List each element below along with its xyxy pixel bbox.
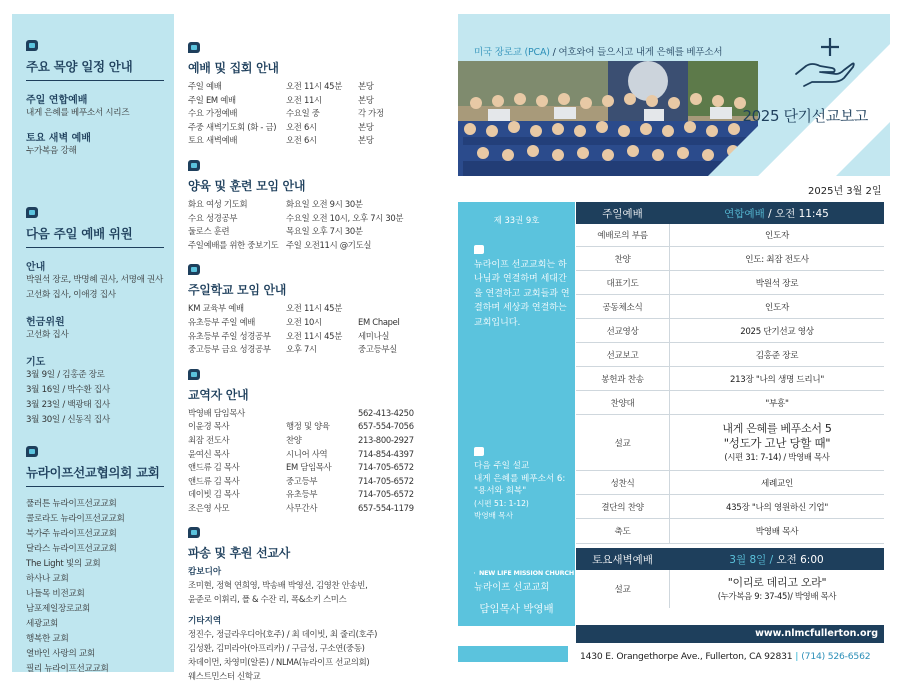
worship-section: [188, 42, 450, 148]
church-item: 북가주 뉴라이프선교교회: [26, 529, 117, 539]
schedule-title: 주요 목양 일정 안내: [26, 57, 164, 81]
order-row: 찬양대 "부흥": [576, 391, 884, 415]
school-row: 유초등부 주일 예배 오전 10시 EM Chapel: [188, 316, 400, 327]
next-sermon-ref: (시편 51: 1-12): [474, 498, 529, 508]
guide-heading: 안내: [26, 262, 46, 273]
school-row: KM 교육부 예배 오전 11시 45분: [188, 303, 342, 314]
worship-row: 토요 새벽예배 오전 6시 본당: [188, 135, 374, 146]
schedule-heading-1: 주일 연합예배: [26, 95, 88, 106]
phone-number: (714) 526-6562: [801, 651, 871, 662]
logo-english: NEW LIFE MISSION CHURCH: [478, 569, 574, 577]
other-line: 정진수, 정글라우디아(호주) / 최 데이빗, 최 줄리(호주): [188, 629, 378, 640]
section-icon: [474, 447, 484, 456]
church-logo-icon: [474, 568, 475, 578]
saturday-time: 3월 8일 / 오전 6:00: [729, 553, 824, 566]
order-row: 예배로의 부름 인도자: [576, 224, 884, 247]
missions-section: [188, 527, 450, 683]
training-row: 화요 여성 기도회 화요일 오전 9시 30분: [188, 198, 363, 209]
address-text: 1430 E. Orangethorpe Ave., Fullerton, CA 92831: [580, 651, 793, 662]
dawn-sermon-row: 설교 "이리로 데리고 오라" (누가복음 9: 37-45)/ 박영배 목사: [576, 570, 884, 608]
order-row: 봉헌과 찬송 213장 "나의 생명 드리니": [576, 367, 884, 391]
worship-row: 주중 새벽기도회 (화 - 금) 오전 6시 본당: [188, 121, 374, 132]
order-row: 결단의 찬양 435장 "나의 영원하신 기업": [576, 495, 884, 519]
schedule-heading-2: 토요 새벽 예배: [26, 133, 91, 144]
church-item: 행복한 교회: [26, 634, 69, 644]
training-row: 수요 성경공부 수요일 오전 10시, 오후 7시 30분: [188, 212, 404, 223]
hero-banner: [458, 14, 890, 176]
order-row: 찬양 인도: 최잠 전도사: [576, 247, 884, 271]
staff-row: 박영배 담임목사 562-413-4250: [188, 407, 414, 418]
church-item: 콜로라도 뉴라이프선교교회: [26, 514, 125, 524]
worship-title: 예배 및 집회 안내: [188, 61, 279, 75]
order-row: 성찬식 세례교인: [576, 471, 884, 495]
next-sermon: [474, 460, 574, 523]
bulletin-date: 2025년 3월 2일: [808, 186, 882, 197]
sunday-time: 연합예배 / 오전 11:45: [724, 207, 829, 220]
section-icon: [26, 40, 38, 51]
info-panel: [458, 202, 575, 626]
sermon-title: "성도가 고난 당할 때": [723, 435, 831, 450]
prayer-heading: 기도: [26, 357, 46, 368]
church-item: 하사나 교회: [26, 574, 69, 584]
section-icon: [188, 42, 200, 53]
church-item: 열바인 사랑의 교회: [26, 649, 95, 659]
church-logo: [474, 568, 574, 593]
school-section: [188, 264, 450, 356]
section-icon: [474, 245, 484, 254]
guide-line: 박원석 장로, 박명혜 권사, 서명애 권사: [26, 275, 164, 285]
next-sermon-pastor: 박영배 목사: [474, 511, 514, 521]
other-line: 김성환, 김미라아(아프리카) / 구금성, 구소연(중동): [188, 643, 365, 654]
church-item: The Light 빛의 교회: [26, 559, 101, 569]
order-row: 축도 박영배 목사: [576, 519, 884, 544]
church-item: 나들목 비전교회: [26, 589, 85, 599]
hand-plus-icon: [792, 34, 856, 92]
school-row: 중고등부 금요 성경공부 오후 7시 중고등부실: [188, 344, 397, 355]
offering-heading: 헌금위원: [26, 317, 65, 328]
other-heading: 기타지역: [188, 616, 222, 627]
worship-row: 수요 가정예배 수요일 중 각 가정: [188, 108, 384, 119]
order-row: 공동체소식 인도자: [576, 295, 884, 319]
school-title: 주일학교 모임 안내: [188, 283, 287, 298]
staff-row: 윤여신 목사 시니어 사역 714-854-4397: [188, 448, 414, 459]
offering-line: 고선화 집사: [26, 330, 69, 340]
order-of-worship: [576, 202, 884, 608]
training-section: [188, 160, 450, 252]
other-line: 웨스트민스터 신학교: [188, 671, 261, 682]
other-line: 차데이먼, 차영미(알론) / NLMA(뉴라이프 선교의회): [188, 657, 370, 668]
guide-line: 고선화 집사, 이애경 집사: [26, 290, 116, 300]
staff-title: 교역자 안내: [188, 387, 249, 402]
section-icon: [188, 527, 200, 538]
section-icon: [26, 446, 38, 457]
next-sermon-title: 다음 주일 설교: [474, 461, 530, 471]
logo-korean: 뉴라이프 선교교회: [474, 582, 550, 593]
training-row: 둘로스 훈련 목요일 오후 7시 30분: [188, 226, 363, 237]
sunday-header: [576, 202, 884, 224]
staff-row: 이윤경 목사 행정 및 양육 657-554-7056: [188, 421, 414, 432]
next-sermon-line: "용서와 회복": [474, 486, 527, 497]
saturday-label: 토요새벽예배: [592, 553, 653, 566]
section-icon: [188, 160, 200, 171]
cambodia-line: 윤준로 이휘리, 폴 & 수잔 리, 폭&소키 스미스: [188, 594, 347, 605]
school-row: 유초등부 주일 성경공부 오전 11시 45분 세미나실: [188, 330, 390, 341]
committee-section: [26, 207, 164, 428]
section-icon: [26, 207, 38, 218]
staff-row: 데이빗 김 목사 유초등부 714-705-6572: [188, 489, 414, 500]
missions-title: 파송 및 후원 선교사: [188, 546, 290, 561]
footer-stripe: [458, 646, 568, 662]
church-item: 달라스 뉴라이프선교교회: [26, 544, 117, 554]
schedule-text-1: 내게 은혜를 베푸소서 시리즈: [26, 108, 130, 118]
cambodia-line: 조미현, 정혁 연희영, 박송배 박영선, 김영찬 안송빈,: [188, 580, 368, 591]
worship-row: 주일 예배 오전 11시 45분 본당: [188, 81, 374, 91]
order-row: 선교보고 김홍준 장로: [576, 343, 884, 367]
staff-section: [188, 369, 450, 516]
church-item: 세광교회: [26, 619, 59, 629]
church-item: 풀러튼 뉴라이프선교교회: [26, 499, 117, 509]
dawn-sermon-reference: (누가복음 9: 37-45)/ 박영배 목사: [717, 591, 837, 601]
schedule-text-2: 누가복음 강해: [26, 146, 77, 156]
church-description: 뉴라이프 선교교회는 하나님과 연결하며 세대간을 연결하고 교회들과 연결하며 세상과 연결하는 교회입니다.: [474, 260, 570, 328]
senior-pastor: 담임목사 박영배: [479, 603, 554, 615]
prayer-line: 3월 30일 / 신동직 집사: [26, 415, 110, 425]
order-row: 대표기도 박원석 장로: [576, 271, 884, 295]
church-item: 남포제일장로교회: [26, 604, 91, 614]
staff-row: 앤드류 김 목사 EM 담임목사 714-705-6572: [188, 462, 414, 473]
sermon-series: 내게 은혜를 베푸소서 5: [722, 421, 832, 435]
council-list: [26, 497, 164, 677]
prayer-line: 3월 9일 / 김홍준 장로: [26, 370, 105, 380]
staff-row: 조은영 사모 사무간사 657-554-1179: [188, 502, 414, 513]
section-icon: [188, 369, 200, 380]
order-row: 선교영상 2025 단기선교 영상: [576, 319, 884, 343]
prayer-line: 3월 16일 / 박수환 집사: [26, 385, 110, 395]
website-bar[interactable]: www.nlmcfullerton.org: [576, 625, 884, 643]
hero-subtitle: 미국 장로교 (PCA) / 여호와여 들으시고 내게 은혜를 베푸소서: [474, 47, 723, 58]
council-section: [26, 446, 164, 677]
sunday-label: 주일예배: [602, 207, 643, 220]
schedule-section: [26, 40, 164, 159]
middle-column: [188, 42, 450, 686]
training-row: 주일예배를 위한 중보기도 주일 오전11시 @기도실: [188, 239, 372, 250]
prayer-line: 3월 23일 / 백광태 집사: [26, 400, 110, 410]
council-title: 뉴라이프선교협의회 교회: [26, 463, 164, 487]
issue-number: 제 33권 9호: [493, 215, 540, 225]
staff-row: 앤드류 김 목사 중고등부 714-705-6572: [188, 475, 414, 486]
section-icon: [188, 264, 200, 275]
cambodia-heading: 캄보디아: [188, 567, 222, 578]
worship-row: 주일 EM 예배 오전 11시 본당: [188, 94, 374, 105]
training-title: 양육 및 훈련 모임 안내: [188, 178, 306, 193]
sermon-reference: (시편 31: 7-14) / 박영배 목사: [724, 451, 830, 462]
saturday-header: [576, 548, 884, 570]
next-sermon-line: 내게 은혜를 베푸소서 6:: [474, 473, 566, 484]
left-column: [12, 14, 174, 672]
dawn-sermon-title: "이리로 데리고 오라": [727, 576, 827, 589]
church-address: 1430 E. Orangethorpe Ave., Fullerton, CA 92831 | (714) 526-6562: [580, 651, 871, 662]
staff-row: 최잠 전도사 찬양 213-800-2927: [188, 434, 414, 445]
church-item: 필리 뉴라이프선교교회: [26, 664, 109, 674]
hero-title: 2025 단기선교보고: [742, 107, 868, 125]
sermon-row: 설교 내게 은혜를 베푸소서 5 "성도가 고난 당할 때" (시편 31: 7-14) / 박영배 목사: [576, 415, 884, 471]
committee-title: 다음 주일 예배 위원: [26, 224, 164, 248]
